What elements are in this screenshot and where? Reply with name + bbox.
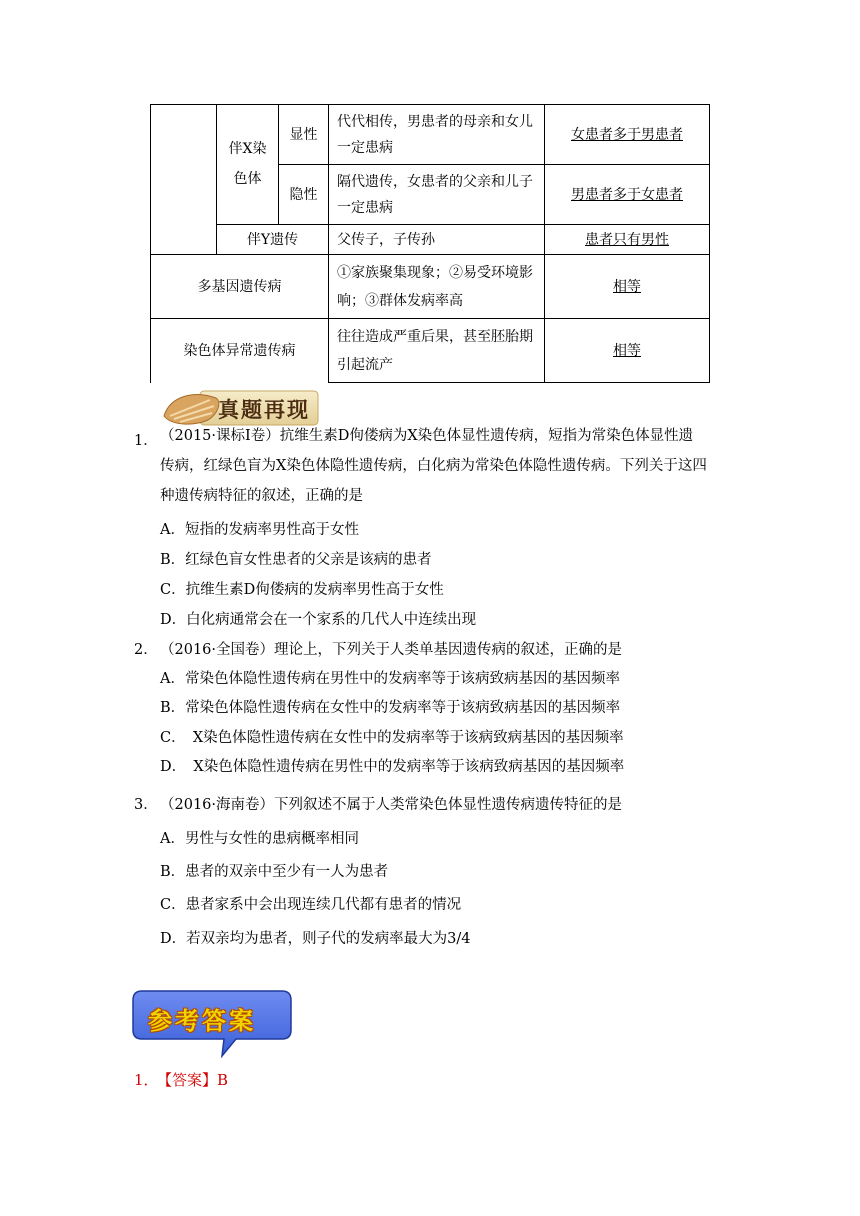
real-exam-title: 真题再现 (218, 397, 310, 422)
table-top-border (150, 104, 278, 105)
table-cell-y-desc (328, 224, 544, 254)
dominant-label: 显性 (289, 126, 318, 143)
polygenic-label: 多基因遗传病 (197, 278, 282, 295)
question-2-option-d: D． X染色体隐性遗传病在男性中的发病率等于该病致病基因的基因频率 (160, 759, 625, 775)
table-cell-polygenic (150, 254, 328, 318)
table-cell-x-linked (216, 104, 278, 224)
question-number: 1． (134, 433, 158, 449)
question-1-line: 传病，红绿色盲为X染色体隐性遗传病，白化病为常染色体隐性遗传病。下列关于这四 (160, 458, 707, 474)
answer-number: 1． (134, 1071, 159, 1089)
chromosomal-desc: 往往造成严重后果，甚至胚胎期引起流产 (337, 328, 533, 373)
recessive-desc: 隔代遗传，女患者的父亲和儿子一定患病 (337, 173, 533, 216)
question-2-stem: （2016·全国卷）理论上，下列关于人类单基因遗传病的叙述，正确的是 (160, 642, 623, 658)
genetic-disease-table (150, 104, 710, 383)
y-linked-label: 伴Y遗传 (246, 231, 299, 248)
table-cell-polygenic-desc (328, 254, 544, 318)
chromosomal-label: 染色体异常遗传病 (183, 343, 296, 359)
table-cell-recessive (278, 164, 328, 224)
question-1-option-a: A．短指的发病率男性高于女性 (160, 522, 359, 538)
question-1-stem (160, 421, 740, 511)
dominant-ratio: 女患者多于男患者 (571, 126, 683, 143)
question-1-option-d: D．白化病通常会在一个家系的几代人中连续出现 (160, 612, 477, 628)
question-1-line: （2015·课标Ⅰ卷）抗维生素D佝偻病为X染色体显性遗传病，短指为常染色体显性遗 (160, 428, 694, 444)
table-cell-recessive-desc (328, 164, 544, 224)
question-number: 3． (134, 797, 158, 813)
question-3-stem: （2016·海南卷）下列叙述不属于人类常染色体显性遗传病遗传特征的是 (160, 797, 623, 813)
recessive-ratio: 男患者多于女患者 (571, 186, 683, 203)
table-cell-chromosomal-ratio (544, 318, 710, 383)
answer-banner (132, 990, 292, 1058)
question-2-option-b: B．常染色体隐性遗传病在女性中的发病率等于该病致病基因的基因频率 (160, 700, 621, 716)
chromosomal-ratio: 相等 (613, 342, 641, 359)
table-cell-chromosomal (150, 318, 328, 383)
question-1-line: 种遗传病特征的叙述，正确的是 (160, 488, 363, 504)
answer-text: 【答案】B (164, 1071, 229, 1089)
recessive-label: 隐性 (289, 186, 318, 203)
question-3-option-d: D．若双亲均为患者，则子代的发病率最大为3/4 (160, 931, 471, 947)
question-3-option-b: B．患者的双亲中至少有一人为患者 (160, 864, 389, 880)
question-2-option-a: A．常染色体隐性遗传病在男性中的发病率等于该病致病基因的基因频率 (160, 671, 620, 687)
table-cell-dominant (278, 104, 328, 164)
table-cell-y-linked (216, 224, 328, 254)
table-cell-chromosomal-desc (328, 318, 544, 383)
question-1-option-c: C．抗维生素D佝偻病的发病率男性高于女性 (160, 582, 444, 598)
polygenic-ratio: 相等 (613, 278, 641, 295)
y-desc: 父传子，子传孙 (337, 231, 435, 248)
answer-line (134, 1069, 228, 1090)
table-cell-dominant-desc (328, 104, 544, 164)
table-cell-empty (150, 104, 216, 254)
table-cell-y-ratio (544, 224, 710, 254)
question-number: 2． (134, 642, 158, 658)
answer-banner-title: 参考答案 (148, 1006, 256, 1035)
table-cell-polygenic-ratio (544, 254, 710, 318)
x-linked-label: 伴X染色体 (228, 141, 267, 187)
question-2-option-c: C． X染色体隐性遗传病在女性中的发病率等于该病致病基因的基因频率 (160, 730, 624, 746)
y-ratio: 患者只有男性 (585, 231, 669, 248)
question-3-option-c: C．患者家系中会出现连续几代都有患者的情况 (160, 897, 462, 913)
dominant-desc: 代代相传，男患者的母亲和女儿一定患病 (337, 113, 533, 156)
question-1-option-b: B．红绿色盲女性患者的父亲是该病的患者 (160, 552, 432, 568)
question-3-option-a: A．男性与女性的患病概率相同 (160, 831, 359, 847)
table-cell-dominant-ratio (544, 104, 710, 164)
table-cell-recessive-ratio (544, 164, 710, 224)
polygenic-desc: ①家族聚集现象；②易受环境影响；③群体发病率高 (337, 264, 533, 309)
